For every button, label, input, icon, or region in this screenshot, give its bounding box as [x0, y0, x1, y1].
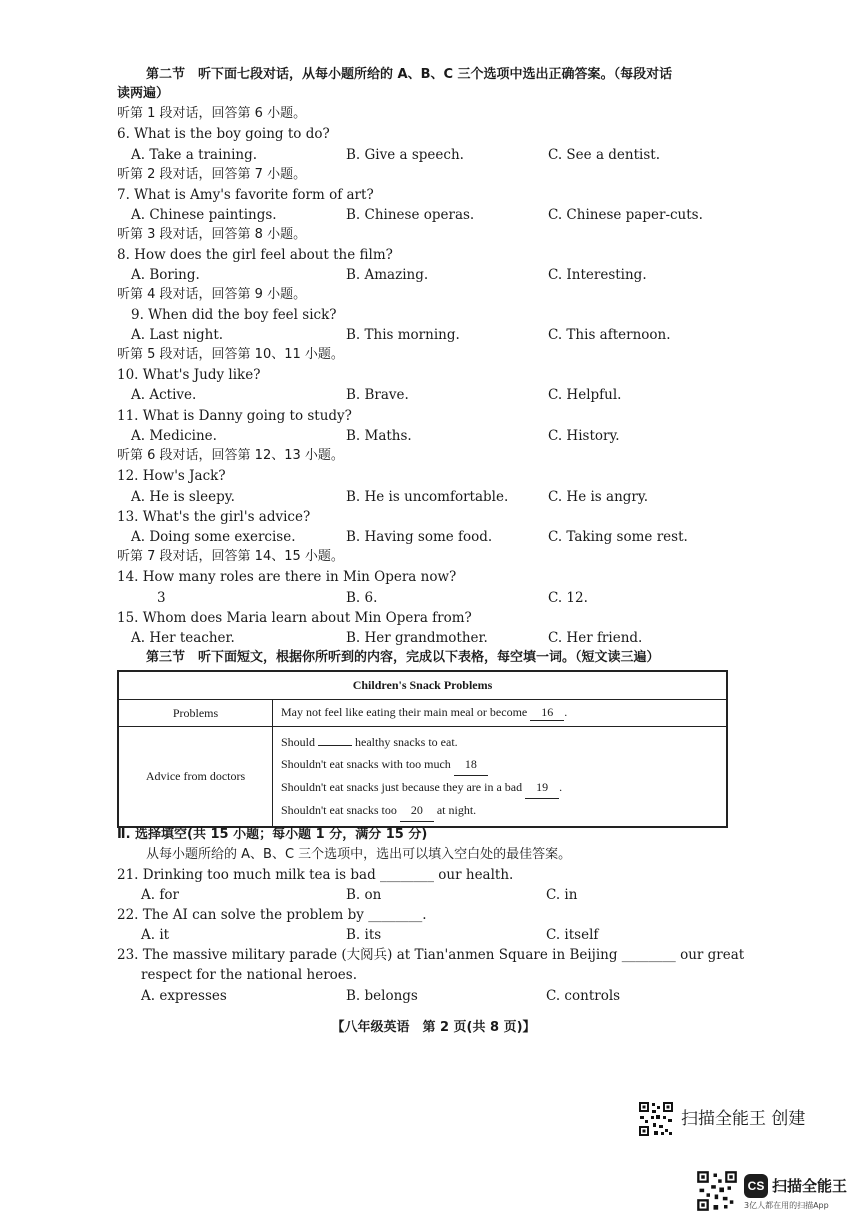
question-13: 13. What's the girl's advice? — [117, 509, 311, 525]
qr-code-icon — [638, 1101, 674, 1137]
q6-option-a: A. Take a training. — [131, 147, 258, 163]
question-15: 15. Whom does Maria learn about Min Opera from? — [117, 610, 472, 626]
q23-option-a: A. expresses — [141, 988, 227, 1004]
q8-option-a: A. Boring. — [131, 267, 200, 283]
q13-option-a: A. Doing some exercise. — [131, 529, 296, 545]
q15-option-b: B. Her grandmother. — [346, 630, 488, 646]
q15-option-c: C. Her friend. — [548, 630, 643, 646]
blank-16: 16 — [530, 705, 564, 721]
advice-cell — [273, 727, 728, 828]
q22-option-b: B. its — [346, 927, 382, 943]
q13-option-c: C. Taking some rest. — [548, 529, 688, 545]
table-title: Children's Snack Problems — [118, 671, 727, 700]
advice-line — [281, 731, 718, 753]
q15-option-a: A. Her teacher. — [131, 630, 235, 646]
problems-cell — [273, 700, 728, 727]
advice-line — [281, 776, 718, 799]
camscanner-logo-icon — [744, 1174, 768, 1198]
dialogue-intro: 听第 2 段对话，回答第 7 小题。 — [117, 167, 307, 182]
watermark-brand: 扫描全能王 — [772, 1177, 848, 1195]
part2-heading: Ⅱ. 选择填空(共 15 小题；每小题 1 分，满分 15 分) — [117, 827, 428, 842]
dialogue-intro: 听第 3 段对话，回答第 8 小题。 — [117, 227, 307, 242]
question-14: 14. How many roles are there in Min Opera now? — [117, 569, 457, 585]
q9-option-b: B. This morning. — [346, 327, 460, 343]
question-12: 12. How's Jack? — [117, 468, 226, 484]
advice-text: . — [559, 780, 563, 794]
q7-option-a: A. Chinese paintings. — [131, 207, 277, 223]
blank-18: 18 — [454, 753, 488, 776]
dialogue-intro: 听第 1 段对话，回答第 6 小题。 — [117, 106, 307, 121]
q14-option-a: 3 — [157, 590, 166, 606]
question-6: 6. What is the boy going to do? — [117, 126, 330, 142]
advice-text: at night. — [436, 803, 477, 817]
problems-text-end: . — [564, 705, 568, 719]
q12-option-c: C. He is angry. — [548, 489, 648, 505]
advice-line — [281, 753, 718, 776]
q10-option-c: C. Helpful. — [548, 387, 622, 403]
dialogue-intro: 听第 7 段对话，回答第 14、15 小题。 — [117, 549, 344, 564]
question-21: 21. Drinking too much milk tea is bad ________ our health. — [117, 867, 514, 883]
q12-option-a: A. He is sleepy. — [131, 489, 235, 505]
q22-option-c: C. itself — [546, 927, 599, 943]
question-11: 11. What is Danny going to study? — [117, 408, 352, 424]
question-23-cont: respect for the national heroes. — [141, 967, 357, 983]
question-7: 7. What is Amy's favorite form of art? — [117, 187, 374, 203]
q7-option-c: C. Chinese paper-cuts. — [548, 207, 703, 223]
page-footer: 【八年级英语 第 2 页(共 8 页)】 — [331, 1020, 536, 1035]
q21-option-a: A. for — [141, 887, 179, 903]
dialogue-intro: 听第 6 段对话，回答第 12、13 小题。 — [117, 448, 344, 463]
q13-option-b: B. Having some food. — [346, 529, 493, 545]
q11-option-c: C. History. — [548, 428, 620, 444]
q6-option-c: C. See a dentist. — [548, 147, 661, 163]
row-label-problems: Problems — [118, 700, 273, 727]
question-8: 8. How does the girl feel about the film? — [117, 247, 393, 263]
question-22: 22. The AI can solve the problem by ________. — [117, 907, 427, 923]
section3-heading: 第三节 听下面短文，根据你所听到的内容，完成以下表格，每空填一词。（短文读三遍） — [146, 650, 660, 665]
camscanner-logo-text: CS — [747, 1179, 765, 1193]
dialogue-intro: 听第 5 段对话，回答第 10、11 小题。 — [117, 347, 344, 362]
qr-code-icon — [696, 1170, 738, 1212]
advice-text: Should — [281, 735, 316, 749]
q14-option-b: B. 6. — [346, 590, 378, 606]
q11-option-b: B. Maths. — [346, 428, 412, 444]
q11-option-a: A. Medicine. — [131, 428, 217, 444]
watermark-tagline: 3亿人都在用的扫描App — [744, 1201, 829, 1210]
q9-option-a: A. Last night. — [131, 327, 224, 343]
q23-option-b: B. belongs — [346, 988, 418, 1004]
advice-text: Shouldn't eat snacks with too much — [281, 757, 451, 771]
problems-text: May not feel like eating their main meal or become — [281, 705, 528, 719]
watermark-created-text: 扫描全能王 创建 — [681, 1109, 806, 1129]
q8-option-b: B. Amazing. — [346, 267, 429, 283]
blank-20: 20 — [400, 799, 434, 822]
q12-option-b: B. He is uncomfortable. — [346, 489, 509, 505]
snack-problems-table — [117, 670, 728, 828]
q14-option-c: C. 12. — [548, 590, 588, 606]
section2-heading: 第二节 听下面七段对话，从每小题所给的 A、B、C 三个选项中选出正确答案。（每段对话 — [146, 67, 673, 82]
q9-option-c: C. This afternoon. — [548, 327, 671, 343]
q8-option-c: C. Interesting. — [548, 267, 647, 283]
blank-17 — [318, 745, 352, 746]
section2-heading-cont: 读两遍） — [117, 86, 170, 101]
question-10: 10. What's Judy like? — [117, 367, 261, 383]
blank-19: 19 — [525, 776, 559, 799]
dialogue-intro: 听第 4 段对话，回答第 9 小题。 — [117, 287, 307, 302]
q10-option-b: B. Brave. — [346, 387, 409, 403]
advice-line — [281, 799, 718, 822]
row-label-advice: Advice from doctors — [118, 727, 273, 828]
q7-option-b: B. Chinese operas. — [346, 207, 475, 223]
advice-text: Shouldn't eat snacks too — [281, 803, 397, 817]
q21-option-c: C. in — [546, 887, 578, 903]
q6-option-b: B. Give a speech. — [346, 147, 464, 163]
part2-instruction: 从每小题所给的 A、B、C 三个选项中，选出可以填入空白处的最佳答案。 — [146, 847, 572, 862]
q21-option-b: B. on — [346, 887, 382, 903]
question-9: 9. When did the boy feel sick? — [131, 307, 337, 323]
advice-text: healthy snacks to eat. — [355, 735, 458, 749]
q10-option-a: A. Active. — [131, 387, 197, 403]
question-23: 23. The massive military parade (大阅兵) at Tian'anmen Square in Beijing ________ our great — [117, 947, 745, 963]
q23-option-c: C. controls — [546, 988, 621, 1004]
advice-text: Shouldn't eat snacks just because they are in a bad — [281, 780, 523, 794]
q22-option-a: A. it — [141, 927, 170, 943]
